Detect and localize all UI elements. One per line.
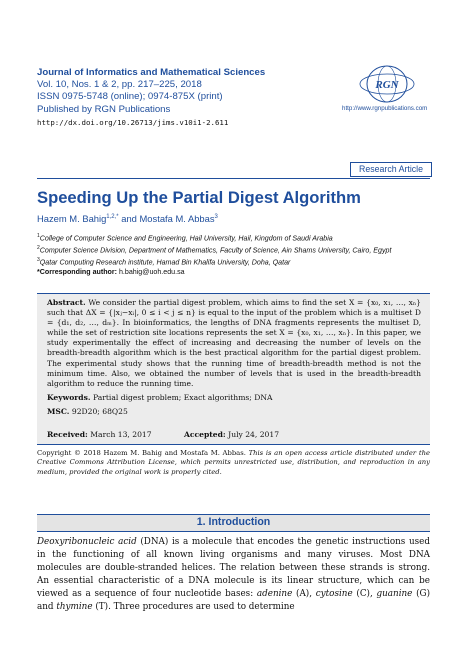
journal-volume: Vol. 10, Nos. 1 & 2, pp. 217–225, 2018 xyxy=(37,79,202,91)
journal-name: Journal of Informatics and Mathematical Sciences xyxy=(37,67,266,78)
journal-header xyxy=(37,67,265,116)
abstract-label: Abstract. xyxy=(47,298,86,307)
abstract-body: We consider the partial digest problem, which aims to find the set X = {x₀, x₁, …, xₙ} such that ΔX = {|xⱼ−xᵢ|, 0 ≤ i < j ≤ n} is equal to the input of the problem which is a multiset D = {d₁, d₂, …, dₘ}. In bioinformatics, the lengths of DNA fragments represents the multiset D, while the set of restriction site locations represents the set X = {x₀, x₁, …, xₙ}. In this paper, we study experimentally the effect of increasing and decreasing the number of levels on the breadth-breadth algorithm which is the best practical algorithm for the partial digest problem. The experimental study shows that the running time of breadth-breadth method is not the minimum time. Also, we obtained the number of levels that is used in the breadth-breadth algorithm to reduce the running time. xyxy=(47,298,421,388)
copyright-notice: Copyright © 2018 Hazem M. Bahig and Mostafa M. Abbas. This is an open access article distributed under the Creative Commons Attribution License, which permits unrestricted use, distribution, and reproduction in any medium, provided the original work is properly cited. xyxy=(37,449,430,476)
paper-title: Speeding Up the Partial Digest Algorithm xyxy=(37,188,361,207)
author-2: Mostafa M. Abbas xyxy=(139,213,215,224)
doi-link[interactable]: http://dx.doi.org/10.26713/jims.v10i1-2.611 xyxy=(37,118,229,127)
received-date: Received: March 13, 2017 xyxy=(47,430,152,439)
intro-paragraph: Deoxyribonucleic acid (DNA) is a molecule that encodes the genetic instructions used in the functioning of all known living organisms and many viruses. Most DNA molecules are double-stranded helices. The relation between these strands is strong. An essential characteristic of a DNA molecule is its linear structure, which can be viewed as a sequence of four nucleotide bases: adenine (A), cytosine (C), guanine (G) and thymine (T). Three procedures are used to determine xyxy=(37,537,431,613)
author-and: and xyxy=(118,213,140,224)
author-1: Hazem M. Bahig xyxy=(37,213,107,224)
affiliation-3: $^3$Qatar Computing Research institute, Hamad Bin Khalifa University, Doha, Qatar xyxy=(37,256,291,267)
logo-text: RGN xyxy=(375,79,399,91)
author-1-sup: 1,2,* xyxy=(106,213,119,220)
accepted-date: Accepted: July 24, 2017 xyxy=(184,430,280,439)
corresponding-email[interactable]: h.bahig@uoh.edu.sa xyxy=(118,267,185,276)
rgn-logo-icon xyxy=(358,63,416,105)
affiliations xyxy=(37,232,430,277)
article-type-badge: Research Article xyxy=(350,162,432,177)
msc-codes: MSC. 92D20; 68Q25 xyxy=(47,407,128,416)
header-rule xyxy=(37,178,430,179)
corresponding-author: *Corresponding author: h.bahig@uoh.edu.sa xyxy=(37,267,185,276)
journal-issn: ISSN 0975-5748 (online); 0974-875X (print) xyxy=(37,91,223,103)
author-line xyxy=(37,213,218,224)
affiliation-1: $^1$College of Computer Science and Engineering, Hail University, Hail, Kingdom of Saudi Arabia xyxy=(37,233,333,243)
author-2-sup: 3 xyxy=(214,213,218,220)
keywords: Keywords. Partial digest problem; Exact algorithms; DNA xyxy=(47,393,273,402)
publisher-url[interactable]: http://www.rgnpublications.com xyxy=(342,105,428,112)
journal-publisher: Published by RGN Publications xyxy=(37,103,171,115)
section-title: 1. Introduction xyxy=(196,516,271,528)
abstract-text xyxy=(47,298,421,389)
affiliation-2: $^2$Computer Science Division, Department of Mathematics, Faculty of Science, Ain Shams University, Cairo, Egypt xyxy=(37,244,392,255)
